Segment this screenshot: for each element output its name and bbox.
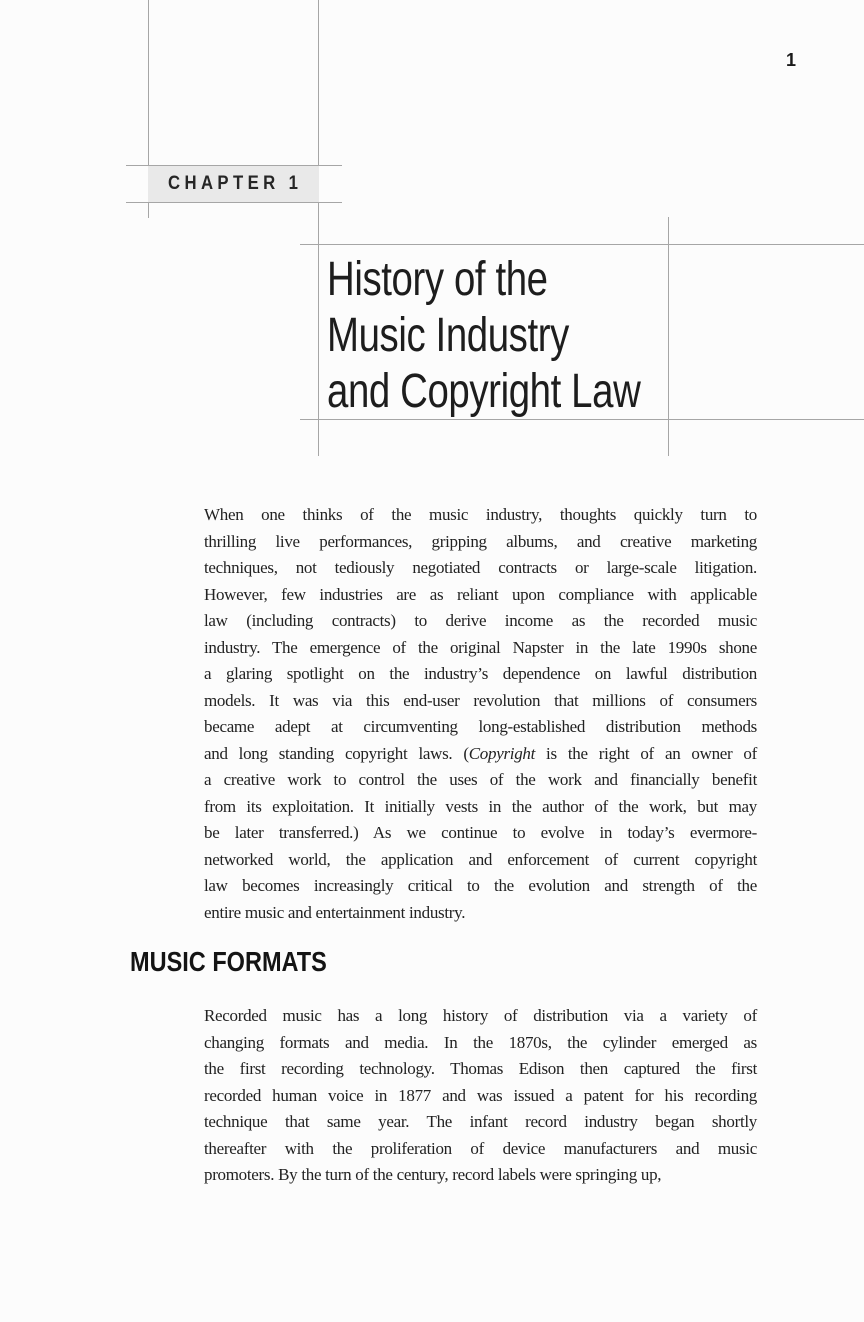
vertical-rule-center: [318, 0, 319, 456]
text-line: be later transferred.) As we continue to evolve in today’s evermore-: [204, 823, 757, 842]
text-line: thrilling live performances, gripping albums, and creative marketing: [204, 531, 757, 551]
page-number: 1: [786, 50, 797, 70]
text-line: entire music and entertainment industry.: [204, 902, 466, 922]
text-line: a creative work to control the uses of the work and financially benefit: [204, 770, 757, 789]
text-line: technique that same year. The infant record industry began shortly: [204, 1112, 757, 1131]
text-line: changing formats and media. In the 1870s, the cylinder emerged as: [204, 1032, 757, 1052]
text-line: promoters. By the turn of the century, record labels were springing up,: [204, 1165, 662, 1184]
vertical-rule-right: [668, 217, 669, 456]
text-line: law becomes increasingly critical to the evolution and strength of the: [204, 876, 757, 895]
chapter-title: [327, 252, 640, 420]
chapter-banner: [148, 166, 319, 202]
text-line: became adept at circumventing long-established distribution methods: [204, 717, 757, 736]
section-heading: MUSIC FORMATS: [130, 946, 327, 977]
chapter-label: CHAPTER 1: [168, 173, 303, 194]
intro-paragraph: [204, 502, 757, 926]
text-line: techniques, not tediously negotiated contracts or large-scale litigation.: [204, 558, 757, 577]
text-line: recorded human voice in 1877 and was issued a patent for his recording: [204, 1085, 757, 1105]
text-line: and long standing copyright laws. (Copyright is the right of an owner of: [204, 743, 757, 763]
text-line: models. It was via this end-user revolution that millions of consumers: [204, 690, 757, 710]
text-line: When one thinks of the music industry, thoughts quickly turn to: [204, 505, 757, 524]
text-line: from its exploitation. It initially vests in the author of the work, but may: [204, 796, 757, 816]
text-line: a glaring spotlight on the industry’s dependence on lawful distribution: [204, 664, 757, 683]
text-line: Recorded music has a long history of distribution via a variety of: [204, 1006, 757, 1025]
text-line: industry. The emergence of the original Napster in the late 1990s shone: [204, 637, 757, 657]
text-line: the first recording technology. Thomas Edison then captured the first: [204, 1059, 757, 1078]
chapter-rule-bottom: [126, 202, 342, 203]
text-line: networked world, the application and enforcement of current copyright: [204, 849, 757, 869]
text-line: thereafter with the proliferation of device manufacturers and music: [204, 1138, 757, 1158]
music-formats-paragraph: [204, 1003, 757, 1189]
text-line: History of the: [327, 253, 548, 306]
text-line: However, few industries are as reliant upon compliance with applicable: [204, 584, 757, 604]
title-rule-top: [300, 244, 864, 245]
text-line: and Copyright Law: [327, 365, 641, 418]
text-line: law (including contracts) to derive income as the recorded music: [204, 611, 757, 630]
text-line: Music Industry: [327, 309, 569, 362]
